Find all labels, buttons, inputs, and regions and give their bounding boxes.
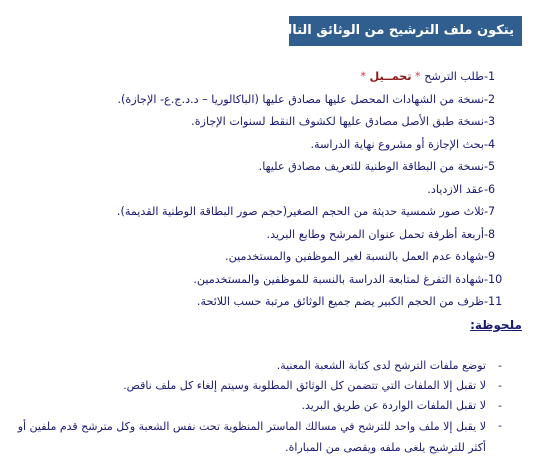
item-text: عقد الازدياد. xyxy=(427,182,484,196)
item-text xyxy=(360,66,484,89)
notes-heading: ملحوظة: xyxy=(470,318,522,332)
required-documents-list xyxy=(8,66,512,314)
asterisk: * xyxy=(360,70,366,83)
list-item xyxy=(8,111,512,134)
item-number: -6 xyxy=(484,182,496,196)
list-item xyxy=(8,89,512,112)
item-text: ظرف من الحجم الكبير يضم جميع الوثائق مرتبة حسب اللائحة. xyxy=(196,295,484,308)
item-label: طلب الترشح xyxy=(424,70,484,83)
list-item xyxy=(8,246,512,269)
list-item xyxy=(8,66,512,89)
item-number: -5 xyxy=(484,160,496,173)
note-text: توضع ملفات الترشح لدى كتابة الشعبة المعنية. xyxy=(276,359,486,372)
note-text: لا يقبل إلا ملف واحد للترشح في مسالك الماستر المنظوية تحت نفس الشعبة وكل مترشح قدم ملفين أو أكثر للترشيح يلغى ملفه ويقصى من المباراة. xyxy=(17,420,486,454)
note-item xyxy=(6,396,514,416)
download-link[interactable]: تحمــيل xyxy=(369,70,412,83)
item-text: نسخة من البطاقة الوطنية للتعريف مصادق عليها. xyxy=(258,160,484,173)
note-text: لا تقبل الملفات الواردة عن طريق البريد. xyxy=(301,399,486,412)
list-item xyxy=(8,269,512,292)
item-text: ثلاث صور شمسية حديثة من الحجم الصغير(حجم صور البطاقة الوطنية القديمة). xyxy=(116,205,484,218)
dash-bullet: - xyxy=(498,419,502,432)
list-item xyxy=(8,224,512,247)
item-text: أربعة أظرفة تحمل عنوان المرشح وطابع البريد. xyxy=(266,227,484,241)
item-number: -11 xyxy=(484,295,503,308)
item-number: -4 xyxy=(484,137,496,151)
dash-bullet: - xyxy=(498,379,502,392)
dash-bullet: - xyxy=(498,399,502,412)
item-number: -8 xyxy=(484,227,496,241)
item-number: -3 xyxy=(484,115,496,128)
item-text: نسخة طبق الأصل مصادق عليها لكشوف النقط لسنوات الإجازة. xyxy=(191,115,484,128)
item-number: -9 xyxy=(484,250,496,263)
note-text: لا تقبل إلا الملفات التي تتضمن كل الوثائق المطلوبة وسيتم إلغاء كل ملف ناقص. xyxy=(123,379,486,392)
list-item xyxy=(8,179,512,202)
section-title: يتكون ملف الترشيح من الوثائق التالية: xyxy=(289,16,522,46)
list-item xyxy=(8,156,512,179)
item-text: شهادة التفرغ لمتابعة الدراسة بالنسبة للموظفين والمستخدمين. xyxy=(193,272,484,286)
item-number: -10 xyxy=(484,272,503,286)
note-item xyxy=(6,356,514,376)
list-item xyxy=(8,134,512,157)
item-text: شهادة عدم العمل بالنسبة لغير الموظفين والمستخدمين. xyxy=(225,250,484,263)
item-number: -2 xyxy=(484,92,496,106)
asterisk: * xyxy=(415,70,421,83)
list-item xyxy=(8,291,512,314)
dash-bullet: - xyxy=(498,359,502,372)
item-text: بحث الإجازة أو مشروع نهاية الدراسة. xyxy=(310,137,484,151)
item-number: -7 xyxy=(484,205,496,218)
note-item xyxy=(6,376,514,396)
note-item xyxy=(6,416,514,458)
list-item xyxy=(8,201,512,224)
item-number: -1 xyxy=(484,70,496,83)
notes-list xyxy=(6,356,514,458)
item-text: نسخة من الشهادات المحصل عليها مصادق عليها (الباكالوريا – د.د.ج.ع- الإجازة). xyxy=(117,92,484,106)
